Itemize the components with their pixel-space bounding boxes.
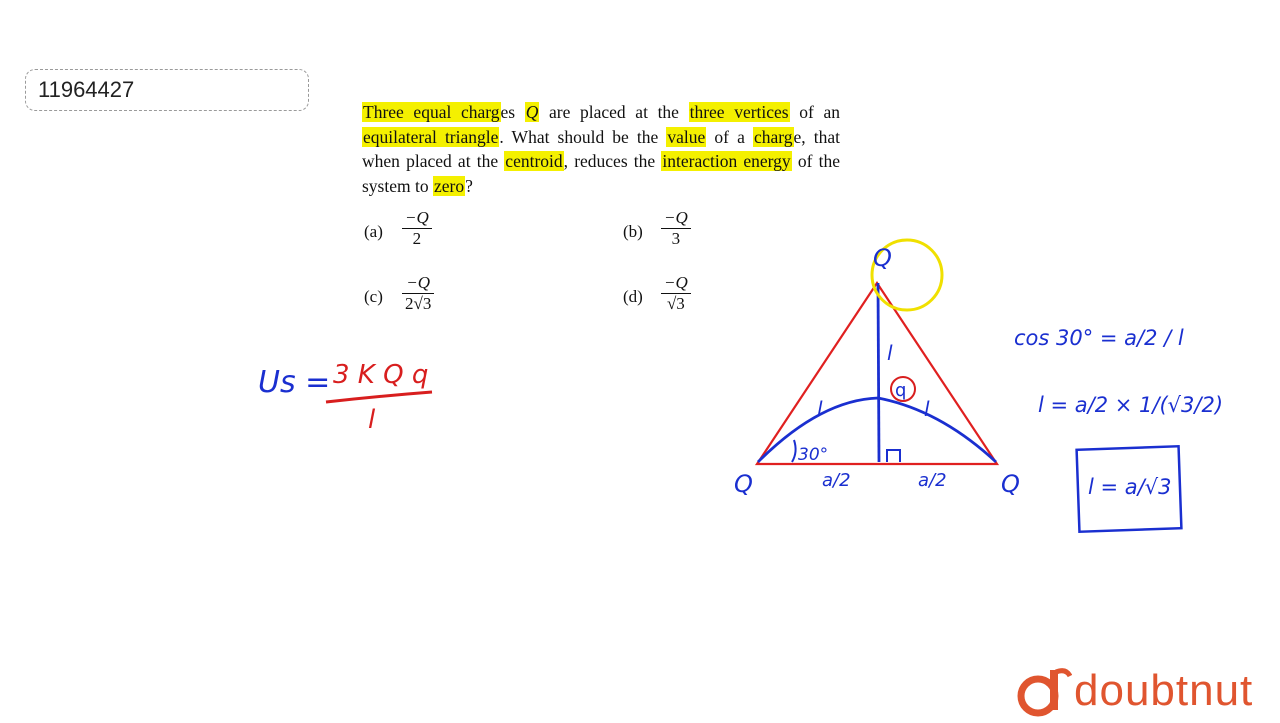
highlighted-phrase: three vertices bbox=[689, 102, 789, 122]
highlighted-phrase: centroid bbox=[505, 151, 563, 171]
us-denominator: l bbox=[368, 405, 376, 435]
question-text-run: of an bbox=[789, 102, 840, 122]
doubtnut-watermark bbox=[1012, 666, 1254, 718]
option-b-denominator: 3 bbox=[671, 229, 681, 248]
cos-equation: cos 30° = a/2 / l bbox=[1014, 326, 1184, 350]
highlighted-phrase: Q bbox=[525, 102, 539, 122]
question-text-run: of the system to bbox=[362, 151, 841, 196]
right-angle-mark bbox=[887, 450, 900, 462]
question-id: 11964427 bbox=[38, 77, 135, 102]
question-text-run: . What should be the bbox=[499, 126, 667, 147]
option-b-numerator: −Q bbox=[661, 208, 691, 229]
triangle-diagram bbox=[734, 240, 1020, 498]
doubtnut-logo-icon bbox=[1012, 666, 1072, 718]
option-d-denominator: √3 bbox=[666, 294, 685, 313]
label-l-altitude: l bbox=[887, 341, 893, 365]
highlighted-phrase: value bbox=[667, 126, 706, 147]
potential-energy-formula bbox=[258, 360, 432, 435]
us-numerator: 3 K Q q bbox=[333, 360, 429, 390]
angle-arc bbox=[792, 440, 796, 462]
highlighted-phrase: Three equal charg bbox=[363, 102, 500, 122]
option-d-label: (d) bbox=[623, 287, 643, 306]
option-c-numerator: −Q bbox=[402, 273, 434, 294]
highlighted-phrase: zero bbox=[433, 175, 465, 196]
doubtnut-brand-text: doubtnut bbox=[1074, 666, 1254, 715]
l-equation: l = a/2 × 1/(√3/2) bbox=[1038, 393, 1224, 417]
option-a-label: (a) bbox=[364, 222, 383, 241]
question-text-run: , reduces the bbox=[563, 151, 662, 171]
label-l-left: l bbox=[817, 397, 823, 421]
derivation bbox=[1014, 326, 1223, 532]
us-lhs: Us = bbox=[258, 365, 331, 400]
option-c-denominator: 2√3 bbox=[405, 294, 432, 313]
question-text-run: es bbox=[500, 102, 525, 122]
altitude-line bbox=[878, 283, 879, 462]
option-a-numerator: −Q bbox=[402, 208, 432, 229]
label-half-left: a/2 bbox=[822, 470, 851, 491]
option-c-label: (c) bbox=[364, 287, 383, 306]
vertex-charge-left: Q bbox=[734, 470, 753, 498]
label-angle: 30° bbox=[798, 445, 829, 465]
question-text-run: are placed at the bbox=[539, 102, 689, 122]
us-fraction-bar bbox=[326, 392, 432, 402]
boxed-result: l = a/√3 bbox=[1088, 475, 1172, 499]
question-text-run: of a bbox=[706, 126, 753, 147]
question-text-run: ? bbox=[465, 175, 473, 196]
vertex-charge-right: Q bbox=[1001, 470, 1020, 498]
centroid-charge-label: q bbox=[895, 380, 907, 401]
highlighted-phrase: equilateral triangle bbox=[363, 126, 499, 147]
label-l-right: l bbox=[924, 397, 930, 421]
option-a-denominator: 2 bbox=[412, 229, 422, 248]
question-text-run: e, that when placed at the bbox=[362, 126, 840, 171]
highlighted-phrase: interaction energy bbox=[662, 151, 791, 171]
option-d-numerator: −Q bbox=[661, 273, 691, 294]
option-b-label: (b) bbox=[623, 222, 643, 241]
vertex-charge-top: Q bbox=[873, 244, 892, 272]
highlighted-phrase: charg bbox=[753, 126, 793, 147]
label-half-right: a/2 bbox=[918, 470, 947, 491]
